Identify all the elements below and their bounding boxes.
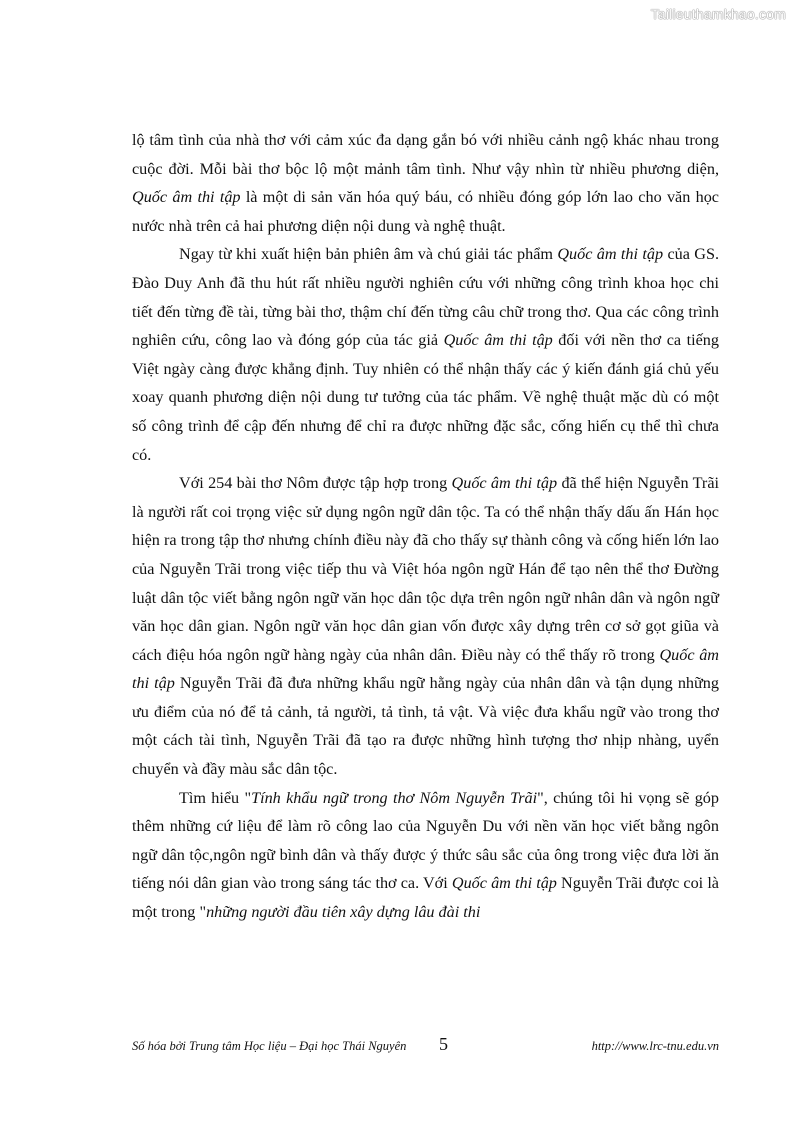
text-run: đối với nền thơ ca tiếng Việt ngày càng được khẳng định. Tuy nhiên có thể nhận thấy các ý kiến đánh giá chủ yếu xoay quanh phương diện nội dung tư tưởng của tác phẩm. Về nghệ thuật mặc dù có một số công trình để cập đến nhưng để chỉ ra được những đặc sắc, cống hiến cụ thể thì chưa có. bbox=[132, 331, 719, 464]
text-run: lộ tâm tình của nhà thơ với cảm xúc đa dạng gắn bó với nhiều cảnh ngộ khác nhau trong cuộc đời. Mỗi bài thơ bộc lộ một mảnh tâm tình. Như vậy nhìn từ nhiều phương diện, bbox=[132, 131, 719, 178]
text-run: đã thể hiện Nguyễn Trãi là người rất coi trọng việc sử dụng ngôn ngữ dân tộc. Ta có thể nhận thấy dấu ấn Hán học hiện ra trong tập thơ nhưng chính điều này đã cho thấy sự thành công và cống hiến lớn lao của Nguyễn Trãi trong việc tiếp thu và Việt hóa ngôn ngữ Hán để tạo nên thể thơ Đường luật dân tộc viết bằng ngôn ngữ văn học dân tộc dựa trên ngôn ngữ nhân dân và ngôn ngữ văn học dân gian. Ngôn ngữ văn học dân gian vốn được xây dựng trên cơ sở gọt giũa và cách điệu hóa ngôn ngữ hàng ngày của nhân dân. Điều này có thể thấy rõ trong bbox=[132, 474, 720, 664]
document-body bbox=[132, 126, 719, 927]
footer-source-text: Số hóa bởi Trung tâm Học liệu – Đại học Thái Nguyên bbox=[132, 1039, 407, 1053]
text-run: Nguyễn Trãi được coi là một trong " bbox=[132, 874, 719, 922]
text-run: Nguyễn Trãi đã đưa những khẩu ngữ hằng ngày của nhân dân và tận dụng những ưu điểm của nó để tả cảnh, tả người, tả tình, tả vật. Và việc đưa khẩu ngữ vào trong thơ một cách tài tình, Nguyễn Trãi đã tạo ra được những hình tượng thơ nhịp nhàng, uyển chuyển và đầy màu sắc dân tộc. bbox=[132, 674, 719, 779]
footer-url: http://www.lrc-tnu.edu.vn bbox=[591, 1039, 719, 1053]
text-run: Tìm hiểu " bbox=[179, 788, 252, 807]
italic-text-run: Quốc âm thi tập bbox=[443, 331, 553, 350]
page-number: 5 bbox=[439, 1034, 448, 1054]
paragraph bbox=[132, 784, 719, 927]
text-run: Với 254 bài thơ Nôm được tập hợp trong bbox=[179, 474, 452, 493]
watermark-text: Tailieuthamkhao.com bbox=[650, 6, 786, 22]
italic-text-run: Quốc âm thi tập bbox=[132, 645, 719, 693]
italic-text-run: Quốc âm thi tập bbox=[451, 874, 557, 893]
text-run: Ngay từ khi xuất hiện bản phiên âm và chú giải tác phẩm bbox=[179, 245, 558, 264]
text-run: ", chúng tôi hi vọng sẽ góp thêm những cứ liệu để làm rõ công lao của Nguyễn Du với nền văn học viết bằng ngôn ngữ dân tộc,ngôn ngữ bình dân và thấy được ý thức sâu sắc của ông trong việc đưa lời ăn tiếng nói dân gian vào trong sáng tác thơ ca. Với bbox=[132, 788, 719, 893]
paragraph bbox=[132, 126, 719, 240]
page-footer bbox=[132, 1036, 719, 1060]
italic-text-run: Quốc âm thi tập bbox=[451, 474, 558, 493]
text-run: là một di sản văn hóa quý báu, có nhiều đóng góp lớn lao cho văn học nước nhà trên cả hai phương diện nội dung và nghệ thuật. bbox=[132, 188, 719, 235]
paragraph bbox=[132, 240, 719, 469]
paragraph bbox=[132, 469, 719, 784]
italic-text-run: Quốc âm thi tập bbox=[132, 188, 241, 207]
italic-text-run: những người đầu tiên xây dựng lâu đài thi bbox=[206, 903, 481, 922]
text-run: của GS. Đào Duy Anh đã thu hút rất nhiều người nghiên cứu với những công trình khoa học chi tiết đến từng đề tài, từng bài thơ, thậm chí đến từng câu chữ trong thơ. Qua các công trình nghiên cứu, công lao và đóng góp của tác giả bbox=[132, 245, 720, 350]
italic-text-run: Quốc âm thi tập bbox=[557, 245, 664, 264]
italic-text-run: Tính khẩu ngữ trong thơ Nôm Nguyễn Trãi bbox=[251, 788, 538, 807]
